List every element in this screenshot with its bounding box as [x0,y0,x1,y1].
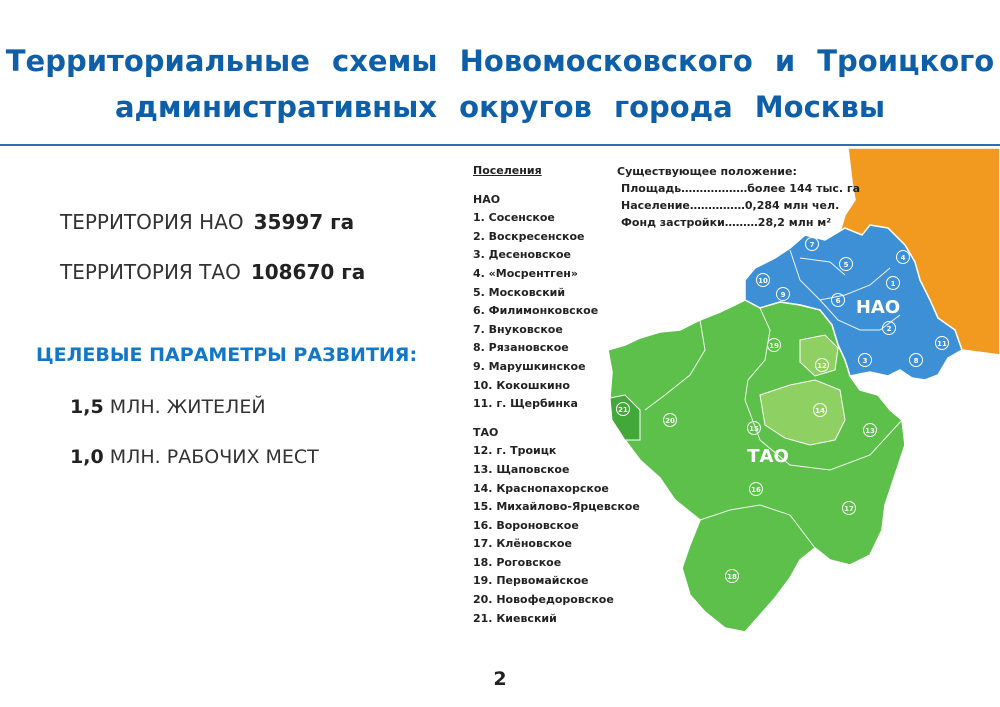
svg-text:3: 3 [862,357,868,365]
legend-item: 3. Десеновское [473,248,572,262]
legend-item: 1. Сосенское [473,211,555,225]
target-residents [70,396,266,418]
stat-label: ТЕРРИТОРИЯ ТАО [60,260,241,284]
target-value: 1,0 [70,446,104,468]
svg-text:20: 20 [665,417,675,425]
svg-text:11: 11 [937,340,947,348]
svg-text:7: 7 [809,241,815,249]
legend-item: 21. Киевский [473,611,557,625]
svg-text:8: 8 [913,357,919,365]
target-text: МЛН. РАБОЧИХ МЕСТ [109,446,319,468]
svg-text:6: 6 [835,297,841,305]
page-title [0,38,1000,130]
stat-value: 35997 га [253,210,355,234]
title-line-2: административных округов города Москвы [114,90,886,124]
stat-tao-area [60,260,365,284]
title-line-1: Территориальные схемы Новомосковского и Троицкого [5,44,995,78]
svg-text:19: 19 [769,342,779,350]
svg-text:14: 14 [815,407,825,415]
legend-item: 17. Клёновское [473,537,572,551]
legend-item: 10. Кокошкино [473,378,570,392]
svg-text:12: 12 [817,362,827,370]
targets-heading: ЦЕЛЕВЫЕ ПАРАМЕТРЫ РАЗВИТИЯ: [36,344,418,366]
svg-text:15: 15 [749,425,759,433]
legend-item: 5. Московский [473,285,566,299]
existing-situation [617,163,860,231]
svg-text:1: 1 [890,280,896,288]
legend-item: 2. Воскресенское [473,229,585,243]
legend-item: 4. «Мосрентген» [473,266,579,280]
legend-item: 12. г. Троицк [473,444,557,458]
existing-heading: Существующее положение: [617,165,797,178]
svg-text:9: 9 [780,291,786,299]
legend-item: 8. Рязановское [473,341,569,355]
legend-item: 18. Роговское [473,555,562,569]
page-number: 2 [493,668,507,690]
svg-text:21: 21 [618,406,628,414]
tao-map-label: ТАО [747,446,789,467]
svg-text:13: 13 [865,427,875,435]
existing-row: Население……………0,284 млн чел. [621,199,840,212]
stat-nao-area [60,210,354,234]
svg-text:2: 2 [886,325,892,333]
existing-row: Фонд застройки………28,2 млн м² [621,216,832,229]
legend-nao-label: НАО [473,192,501,206]
svg-text:5: 5 [843,261,849,269]
svg-text:10: 10 [758,277,768,285]
legend-item: 15. Михайлово-Ярцевское [473,500,640,514]
svg-text:17: 17 [844,505,854,513]
legend-heading: Поселения [473,164,542,177]
settlements-legend [473,162,640,628]
legend-item: 16. Вороновское [473,518,579,532]
target-text: МЛН. ЖИТЕЛЕЙ [109,396,266,418]
legend-item: 19. Первомайское [473,574,589,588]
legend-item: 14. Краснопахорское [473,481,609,495]
svg-text:4: 4 [900,254,906,262]
stat-value: 108670 га [250,260,366,284]
nao-map-label: НАО [855,297,901,318]
legend-item: 9. Марушкинское [473,359,586,373]
svg-text:18: 18 [727,573,737,581]
legend-item: 20. Новофедоровское [473,593,614,607]
stat-label: ТЕРРИТОРИЯ НАО [60,210,244,234]
legend-item: 13. Щаповское [473,462,570,476]
legend-tao-label: ТАО [473,425,499,439]
legend-item: 6. Филимонковское [473,304,599,318]
legend-item: 7. Внуковское [473,322,563,336]
svg-text:16: 16 [751,486,761,494]
target-jobs [70,446,319,468]
target-value: 1,5 [70,396,104,418]
existing-row: Площадь………………более 144 тыс. га [621,182,861,195]
legend-item: 11. г. Щербинка [473,397,578,411]
